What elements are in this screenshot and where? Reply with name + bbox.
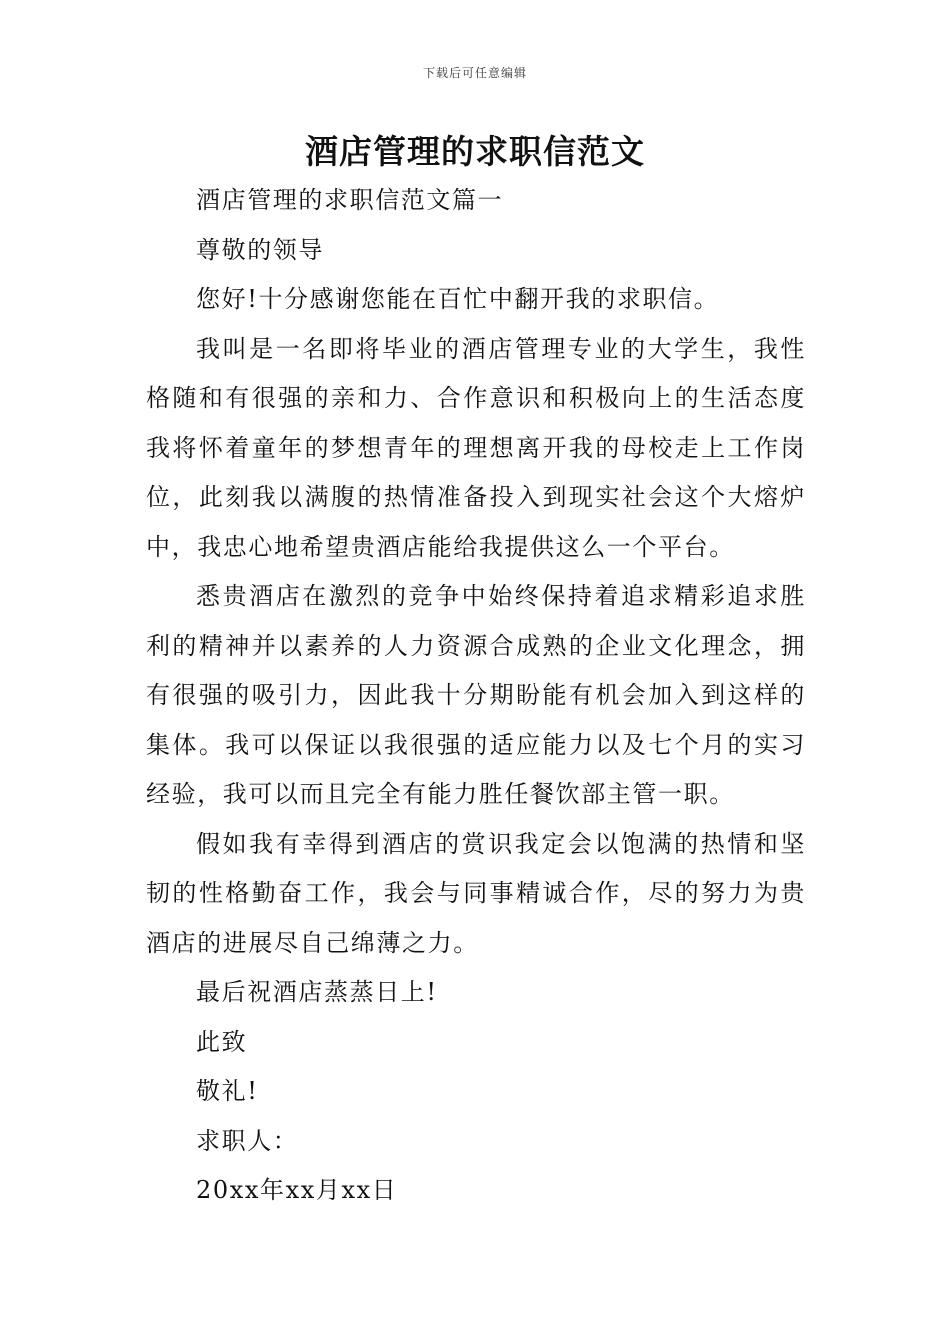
closing-cizhi: 此致 bbox=[196, 1027, 248, 1056]
header-note: 下载后可任意编辑 bbox=[422, 66, 527, 80]
document-body bbox=[146, 176, 806, 1216]
closing-jingli: 敬礼! bbox=[196, 1077, 259, 1105]
commitment-paragraph: 假如我有幸得到酒店的赏识我定会以饱满的热情和坚韧的性格勤奋工作，我会与同事精诚合作，尽的努力为贵酒店的进展尽自己绵薄之力。 bbox=[146, 829, 806, 957]
greeting-paragraph: 您好!十分感谢您能在百忙中翻开我的求职信。 bbox=[196, 285, 720, 313]
subtitle-paragraph: 酒店管理的求职信范文篇一 bbox=[196, 186, 504, 214]
motivation-paragraph: 悉贵酒店在激烈的竞争中始终保持着追求精彩追求胜利的精神并以素养的人力资源合成熟的企业文化理念，拥有很强的吸引力，因此我十分期盼能有机会加入到这样的集体。我可以保证以我很强的适应能力以及七个月的实习经验，我可以而且完全有能力胜任餐饮部主管一职。 bbox=[146, 582, 806, 808]
document-title: 酒店管理的求职信范文 bbox=[305, 132, 645, 171]
salutation-paragraph: 尊敬的领导 bbox=[196, 235, 324, 264]
applicant-signature: 求职人： bbox=[196, 1126, 299, 1155]
closing-wish-paragraph: 最后祝酒店蒸蒸日上! bbox=[196, 978, 438, 1006]
introduction-paragraph: 我叫是一名即将毕业的酒店管理专业的大学生，我性格随和有很强的亲和力、合作意识和积极向上的生活态度我将怀着童年的梦想青年的理想离开我的母校走上工作岗位，此刻我以满腹的热情准备投入到现实社会这个大熔炉中，我忠心地希望贵酒店能给我提供这么一个平台。 bbox=[146, 334, 806, 561]
date-line: 20xx年xx月xx日 bbox=[196, 1176, 398, 1204]
